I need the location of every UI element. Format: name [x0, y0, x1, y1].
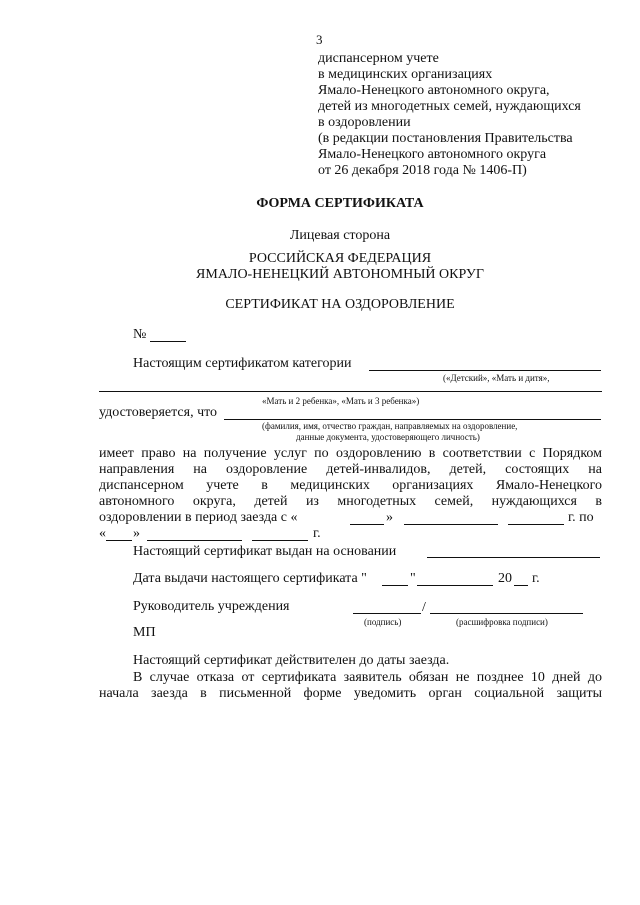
- validity-text: Настоящий сертификат действителен до даты заезда.: [133, 653, 450, 668]
- body-line: диспансерном учете в медицинских организациях Ямало-Ненецкого: [99, 478, 602, 493]
- issue-day-field[interactable]: [382, 585, 408, 586]
- period-year-label: г. по: [568, 510, 594, 525]
- period-end-quote-close: »: [133, 526, 140, 541]
- quote-close: »: [386, 510, 393, 525]
- region-title: ЯМАЛО-НЕНЕЦКИЙ АВТОНОМНЫЙ ОКРУГ: [196, 267, 484, 282]
- person-field[interactable]: [224, 419, 601, 420]
- issue-date-quote: ": [410, 571, 416, 586]
- stamp-label: МП: [133, 625, 156, 640]
- side-label: Лицевая сторона: [289, 228, 391, 243]
- issue-year-suffix: г.: [532, 571, 540, 586]
- slash: /: [422, 600, 426, 615]
- header-line: в оздоровлении: [318, 115, 411, 130]
- period-end-year-label: г.: [313, 526, 321, 541]
- refusal-line: В случае отказа от сертификата заявитель обязан не позднее 10 дней до: [133, 670, 602, 685]
- period-start-day-field[interactable]: [350, 524, 384, 525]
- category-field-continued[interactable]: [99, 391, 602, 392]
- period-label: оздоровлении в период заезда с «: [99, 510, 298, 525]
- period-end-day-field[interactable]: [106, 540, 132, 541]
- issue-date-label: Дата выдачи настоящего сертификата ": [133, 571, 367, 586]
- decoding-hint: (расшифровка подписи): [456, 617, 548, 627]
- certifies-label: удостоверяется, что: [99, 405, 218, 420]
- period-start-year-field[interactable]: [508, 524, 564, 525]
- period-start-month-field[interactable]: [404, 524, 498, 525]
- basis-field[interactable]: [427, 557, 600, 558]
- person-hint-continued: данные документа, удостоверяющего личность): [296, 432, 480, 442]
- period-end-year-field[interactable]: [252, 540, 308, 541]
- page-number: 3: [316, 32, 323, 47]
- signature-hint: (подпись): [364, 617, 402, 627]
- signature-decoding-field[interactable]: [430, 613, 583, 614]
- certificate-title: СЕРТИФИКАТ НА ОЗДОРОВЛЕНИЕ: [225, 297, 455, 312]
- form-title: ФОРМА СЕРТИФИКАТА: [256, 196, 424, 211]
- category-hint-continued: «Мать и 2 ребенка», «Мать и 3 ребенка»): [262, 396, 420, 406]
- body-line: направления на оздоровление детей-инвалидов, детей, состоящих на: [99, 462, 602, 477]
- category-field[interactable]: [369, 370, 601, 371]
- body-line: автономного округа, детей из многодетных семей, нуждающихся в: [99, 494, 602, 509]
- basis-label: Настоящий сертификат выдан на основании: [133, 544, 397, 559]
- header-line: в медицинских организациях: [318, 67, 493, 82]
- head-label: Руководитель учреждения: [133, 599, 290, 614]
- issue-year-prefix: 20: [498, 571, 512, 586]
- signature-field[interactable]: [353, 613, 421, 614]
- issue-year-field[interactable]: [514, 585, 528, 586]
- category-hint: («Детский», «Мать и дитя»,: [443, 373, 550, 383]
- header-line: диспансерном учете: [318, 51, 439, 66]
- number-field[interactable]: [150, 341, 186, 342]
- refusal-line: начала заезда в письменной форме уведомить орган социальной защиты: [99, 686, 602, 701]
- header-line: Ямало-Ненецкого автономного округа: [318, 147, 547, 162]
- period-end-quote-open: «: [99, 526, 106, 541]
- issue-month-field[interactable]: [417, 585, 493, 586]
- period-end-month-field[interactable]: [147, 540, 242, 541]
- header-line: детей из многодетных семей, нуждающихся: [318, 99, 581, 114]
- person-hint: (фамилия, имя, отчество граждан, направляемых на оздоровление,: [262, 421, 518, 431]
- number-label: №: [133, 327, 147, 342]
- country-title: РОССИЙСКАЯ ФЕДЕРАЦИЯ: [248, 251, 432, 266]
- header-line: от 26 декабря 2018 года № 1406-П): [318, 163, 527, 178]
- category-label: Настоящим сертификатом категории: [133, 356, 352, 371]
- header-line: Ямало-Ненецкого автономного округа,: [318, 83, 550, 98]
- body-line: имеет право на получение услуг по оздоровлению в соответствии с Порядком: [99, 446, 602, 461]
- header-line: (в редакции постановления Правительства: [318, 131, 573, 146]
